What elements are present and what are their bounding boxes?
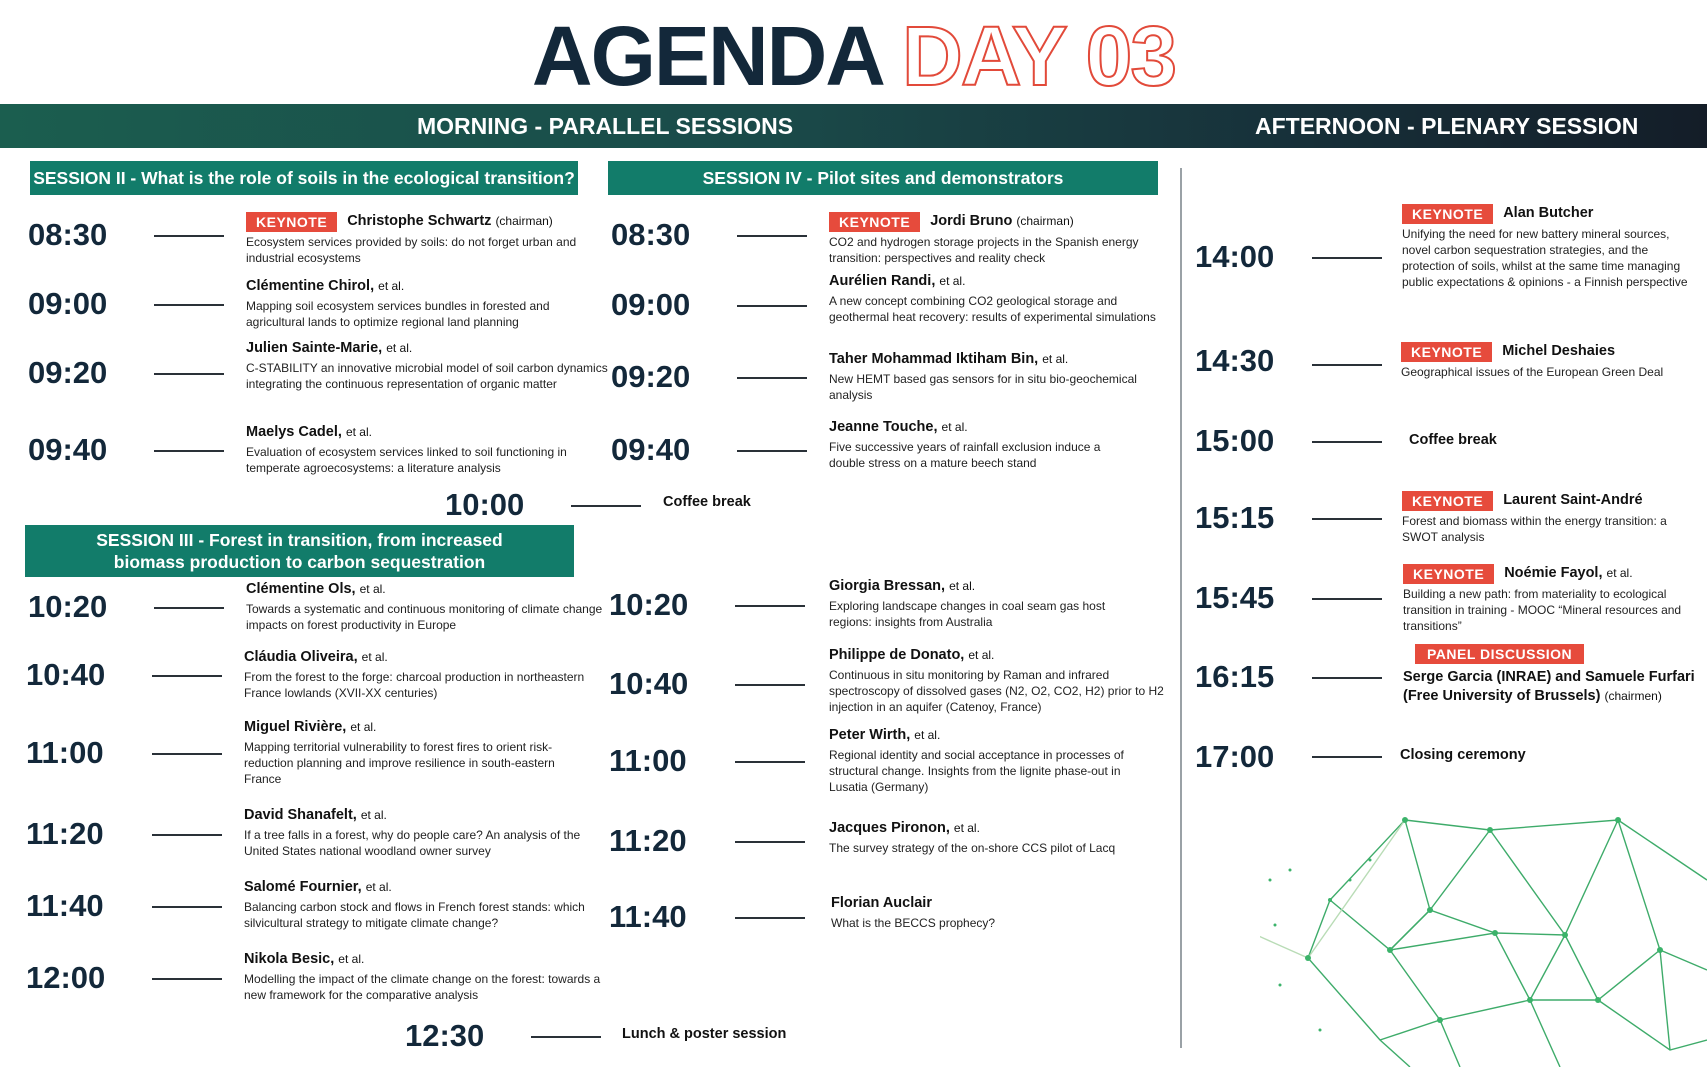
speaker-suffix: et al.	[949, 579, 976, 593]
talk-title: CO2 and hydrogen storage projects in the Spanish energy transition: perspectives and reality check	[829, 235, 1139, 265]
time-label: 09:00	[611, 287, 691, 322]
connector-line	[154, 235, 224, 237]
speaker-name: Christophe Schwartz	[347, 213, 492, 229]
banner-morning: MORNING - PARALLEL SESSIONS	[417, 113, 794, 139]
speaker-suffix: et al.	[350, 720, 377, 734]
speaker-name: Jeanne Touche,	[829, 419, 938, 435]
talk-title: Continuous in situ monitoring by Raman and infrared spectroscopy of dissolved gases (N2, O2, CO2, H2) prior to H2 injection in an aquifer (Catenoy, France)	[829, 668, 1164, 714]
connector-line	[152, 675, 222, 677]
network-node	[1269, 879, 1272, 882]
speaker-suffix: et al.	[914, 728, 941, 742]
speaker-name: David Shanafelt,	[244, 807, 357, 823]
keynote-badge: KEYNOTE	[1403, 564, 1494, 584]
network-node	[1402, 817, 1408, 823]
break-label: Coffee break	[663, 494, 751, 510]
talk-title: Towards a systematic and continuous monitoring of climate change impacts on forest productivity in Europe	[246, 602, 603, 632]
speaker-suffix: et al.	[361, 650, 388, 664]
time-label: 09:40	[28, 432, 108, 467]
speaker-suffix: et al.	[338, 952, 365, 966]
speaker-suffix: et al.	[1042, 352, 1069, 366]
talk-title: Building a new path: from materiality to ecological transition in training - MOOC “Mineral resources and transitions”	[1403, 587, 1682, 633]
network-line	[1260, 910, 1308, 958]
speaker-suffix: et al.	[386, 341, 413, 355]
speaker-suffix: et al.	[968, 648, 995, 662]
speaker-name: Florian Auclair	[831, 895, 932, 911]
talk-title: Exploring landscape changes in coal seam gas host regions: insights from Australia	[829, 599, 1106, 629]
speaker-name: Nikola Besic,	[244, 951, 335, 967]
network-node	[1657, 947, 1663, 953]
connector-line	[154, 607, 224, 609]
time-label: 11:00	[609, 743, 687, 778]
time-label: 15:45	[1195, 580, 1275, 615]
network-node	[1615, 817, 1621, 823]
time-label: 09:40	[611, 432, 691, 467]
connector-line	[154, 373, 224, 375]
connector-line	[737, 450, 807, 452]
network-node	[1279, 984, 1282, 987]
speaker-name: Michel Deshaies	[1502, 343, 1616, 359]
column-divider	[1180, 168, 1182, 1048]
speaker-suffix: (chairman)	[495, 214, 553, 228]
speaker-name: Jordi Bruno	[930, 213, 1013, 229]
time-label: 11:00	[26, 735, 104, 770]
connector-line	[1312, 677, 1382, 679]
connector-line	[152, 753, 222, 755]
decorative-network-graphic	[1260, 800, 1707, 1067]
connector-line	[152, 834, 222, 836]
panel-discussion-badge: PANEL DISCUSSION	[1415, 644, 1584, 664]
speaker-suffix: et al.	[939, 274, 966, 288]
session-iii-header	[25, 525, 574, 577]
network-node	[1274, 924, 1277, 927]
talk-title: The survey strategy of the on-shore CCS pilot of Lacq	[829, 841, 1116, 855]
time-label: 10:40	[609, 666, 689, 701]
connector-line	[152, 978, 222, 980]
connector-line	[531, 1036, 601, 1038]
network-node	[1387, 947, 1393, 953]
connector-line	[154, 304, 224, 306]
time-label: 15:15	[1195, 500, 1275, 535]
talk-title: New HEMT based gas sensors for in situ bio-geochemical analysis	[829, 372, 1137, 402]
session-iii-line2: biomass production to carbon sequestration	[113, 552, 486, 572]
connector-line	[1312, 518, 1382, 520]
network-line	[1308, 820, 1405, 958]
speaker-name: Salomé Fournier,	[244, 879, 362, 895]
keynote-badge: KEYNOTE	[1402, 204, 1493, 224]
time-label: 09:20	[28, 355, 108, 390]
speaker-name: Maelys Cadel,	[246, 424, 342, 440]
connector-line	[735, 684, 805, 686]
speaker-name: Julien Sainte-Marie,	[246, 340, 383, 356]
speaker-suffix: et al.	[378, 279, 405, 293]
time-label: 09:20	[611, 359, 691, 394]
banner-afternoon: AFTERNOON - PLENARY SESSION	[1255, 113, 1639, 139]
connector-line	[152, 906, 222, 908]
page-title	[0, 6, 1707, 106]
speaker-suffix: (chairmen)	[1604, 689, 1662, 703]
speaker-name: Clémentine Ols,	[246, 581, 356, 597]
network-line	[1618, 820, 1707, 880]
time-label: 11:40	[609, 899, 687, 934]
speaker-suffix: et al.	[1606, 566, 1633, 580]
time-label: 15:00	[1195, 423, 1275, 458]
network-node	[1305, 955, 1311, 961]
time-label: 11:20	[609, 823, 687, 858]
connector-line	[735, 917, 805, 919]
network-node	[1319, 1029, 1322, 1032]
speaker-name: Peter Wirth,	[829, 727, 911, 743]
network-node	[1527, 997, 1533, 1003]
time-label: 08:30	[611, 217, 691, 252]
speaker-name: Taher Mohammad Iktiham Bin,	[829, 351, 1039, 367]
connector-line	[1312, 364, 1382, 366]
time-label: 16:15	[1195, 659, 1275, 694]
talk-title: Five successive years of rainfall exclusion induce a double stress on a mature beech stand	[829, 440, 1101, 470]
speaker-name: Laurent Saint-André	[1503, 492, 1643, 508]
time-label: 10:20	[609, 587, 689, 622]
network-node	[1562, 932, 1568, 938]
speaker-suffix: et al.	[359, 582, 386, 596]
time-label: 17:00	[1195, 739, 1275, 774]
network-line	[1390, 950, 1560, 1067]
time-label: 10:00	[445, 487, 525, 522]
keynote-badge: KEYNOTE	[829, 212, 920, 232]
time-label: 11:40	[26, 888, 104, 923]
talk-title: From the forest to the forge: charcoal production in northeastern France lowlands (XVII-XX centuries)	[244, 670, 585, 700]
keynote-badge: KEYNOTE	[1402, 491, 1493, 511]
talk-title: If a tree falls in a forest, why do people care? An analysis of the United States national woodland owner survey	[244, 828, 581, 858]
connector-line	[154, 450, 224, 452]
talk-title: Evaluation of ecosystem services linked to soil functioning in temperate agroecosystems: a literature analysis	[246, 445, 567, 475]
session-iv-header: SESSION IV - Pilot sites and demonstrators	[608, 161, 1158, 195]
network-node	[1427, 907, 1433, 913]
closing-label: Closing ceremony	[1400, 747, 1526, 763]
talk-title: Balancing carbon stock and flows in French forest stands: which silvicultural strategy to mitigate climate change?	[244, 900, 585, 930]
network-node	[1595, 997, 1601, 1003]
session-ii-header: SESSION II - What is the role of soils in the ecological transition?	[30, 161, 578, 195]
speaker-name: Clémentine Chirol,	[246, 278, 375, 294]
connector-line	[1312, 756, 1382, 758]
talk-title: Forest and biomass within the energy transition: a SWOT analysis	[1402, 514, 1667, 544]
time-label: 10:40	[26, 657, 106, 692]
connector-line	[571, 505, 641, 507]
keynote-badge: KEYNOTE	[1401, 342, 1492, 362]
network-node	[1369, 859, 1372, 862]
connector-line	[735, 841, 805, 843]
time-label: 12:30	[405, 1018, 485, 1053]
talk-title: Unifying the need for new battery mineral sources, novel carbon sequestration strategies, and the protection of soils, whilst at the same time managing public expectations & opinions - a Finnish perspective	[1402, 227, 1688, 289]
time-label: 14:30	[1195, 343, 1275, 378]
network-line	[1390, 933, 1598, 1000]
network-line	[1380, 1020, 1460, 1067]
speaker-suffix: et al.	[941, 420, 968, 434]
talk-title: C-STABILITY an innovative microbial model of soil carbon dynamics integrating the continuous representation of organic matter	[246, 361, 608, 391]
time-label: 08:30	[28, 217, 108, 252]
break-label: Lunch & poster session	[622, 1026, 787, 1042]
speaker-name: Cláudia Oliveira,	[244, 649, 358, 665]
talk-title: Geographical issues of the European Green Deal	[1401, 365, 1664, 379]
connector-line	[1312, 441, 1382, 443]
connector-line	[1312, 598, 1382, 600]
speaker-name: Giorgia Bressan,	[829, 578, 946, 594]
network-line	[1490, 830, 1660, 1000]
network-line	[1598, 1000, 1707, 1050]
connector-line	[737, 377, 807, 379]
time-label: 09:00	[28, 286, 108, 321]
time-label: 11:20	[26, 816, 104, 851]
speaker-name: Miguel Rivière,	[244, 719, 347, 735]
talk-title: A new concept combining CO2 geological storage and geothermal heat recovery: results of experimental simulations	[829, 294, 1156, 324]
talk-title: Ecosystem services provided by soils: do not forget urban and industrial ecosystems	[246, 235, 577, 265]
connector-line	[735, 761, 805, 763]
network-line	[1530, 935, 1565, 1000]
speaker-name: Philippe de Donato,	[829, 647, 965, 663]
network-node	[1328, 898, 1332, 902]
network-node	[1289, 869, 1292, 872]
speaker-name: Aurélien Randi,	[829, 273, 936, 289]
section-banner	[0, 104, 1707, 148]
keynote-badge: KEYNOTE	[246, 212, 337, 232]
title-agenda: AGENDA	[531, 9, 881, 103]
network-node	[1437, 1017, 1443, 1023]
panel-speakers-line1: Serge Garcia (INRAE) and Samuele Furfari	[1403, 669, 1695, 685]
speaker-suffix: et al.	[360, 808, 387, 822]
connector-line	[737, 235, 807, 237]
speaker-suffix: et al.	[345, 425, 372, 439]
break-label: Coffee break	[1409, 432, 1497, 448]
time-label: 10:20	[28, 589, 108, 624]
talk-title: Mapping territorial vulnerability to forest fires to orient risk-reduction planning and improve resilience in south-eastern France	[244, 740, 555, 786]
connector-line	[737, 305, 807, 307]
speaker-suffix: et al.	[953, 821, 980, 835]
network-node	[1492, 930, 1498, 936]
speaker-suffix: (chairman)	[1016, 214, 1074, 228]
speaker-name: Jacques Pironon,	[829, 820, 950, 836]
speaker-name: Noémie Fayol,	[1504, 565, 1603, 581]
talk-title: Regional identity and social acceptance in processes of structural change. Insights from the lignite phase-out in Lusatia (Germany)	[829, 748, 1124, 794]
network-line	[1660, 950, 1707, 970]
session-iii-line1: SESSION III - Forest in transition, from increased	[96, 530, 503, 550]
speaker-suffix: et al.	[365, 880, 392, 894]
speaker-name: Alan Butcher	[1503, 205, 1594, 221]
title-day: DAY 03	[902, 9, 1176, 103]
network-line	[1308, 820, 1410, 1067]
connector-line	[735, 605, 805, 607]
network-node	[1349, 879, 1352, 882]
time-label: 12:00	[26, 960, 106, 995]
talk-title: Mapping soil ecosystem services bundles in forested and agricultural lands to optimize regional land planning	[246, 299, 550, 329]
connector-line	[1312, 257, 1382, 259]
talk-title: Modelling the impact of the climate change on the forest: towards a new framework for the comparative analysis	[244, 972, 601, 1002]
time-label: 14:00	[1195, 239, 1275, 274]
panel-speakers-line2: (Free University of Brussels)	[1403, 688, 1601, 704]
talk-title: What is the BECCS prophecy?	[831, 916, 996, 930]
network-node	[1487, 827, 1493, 833]
